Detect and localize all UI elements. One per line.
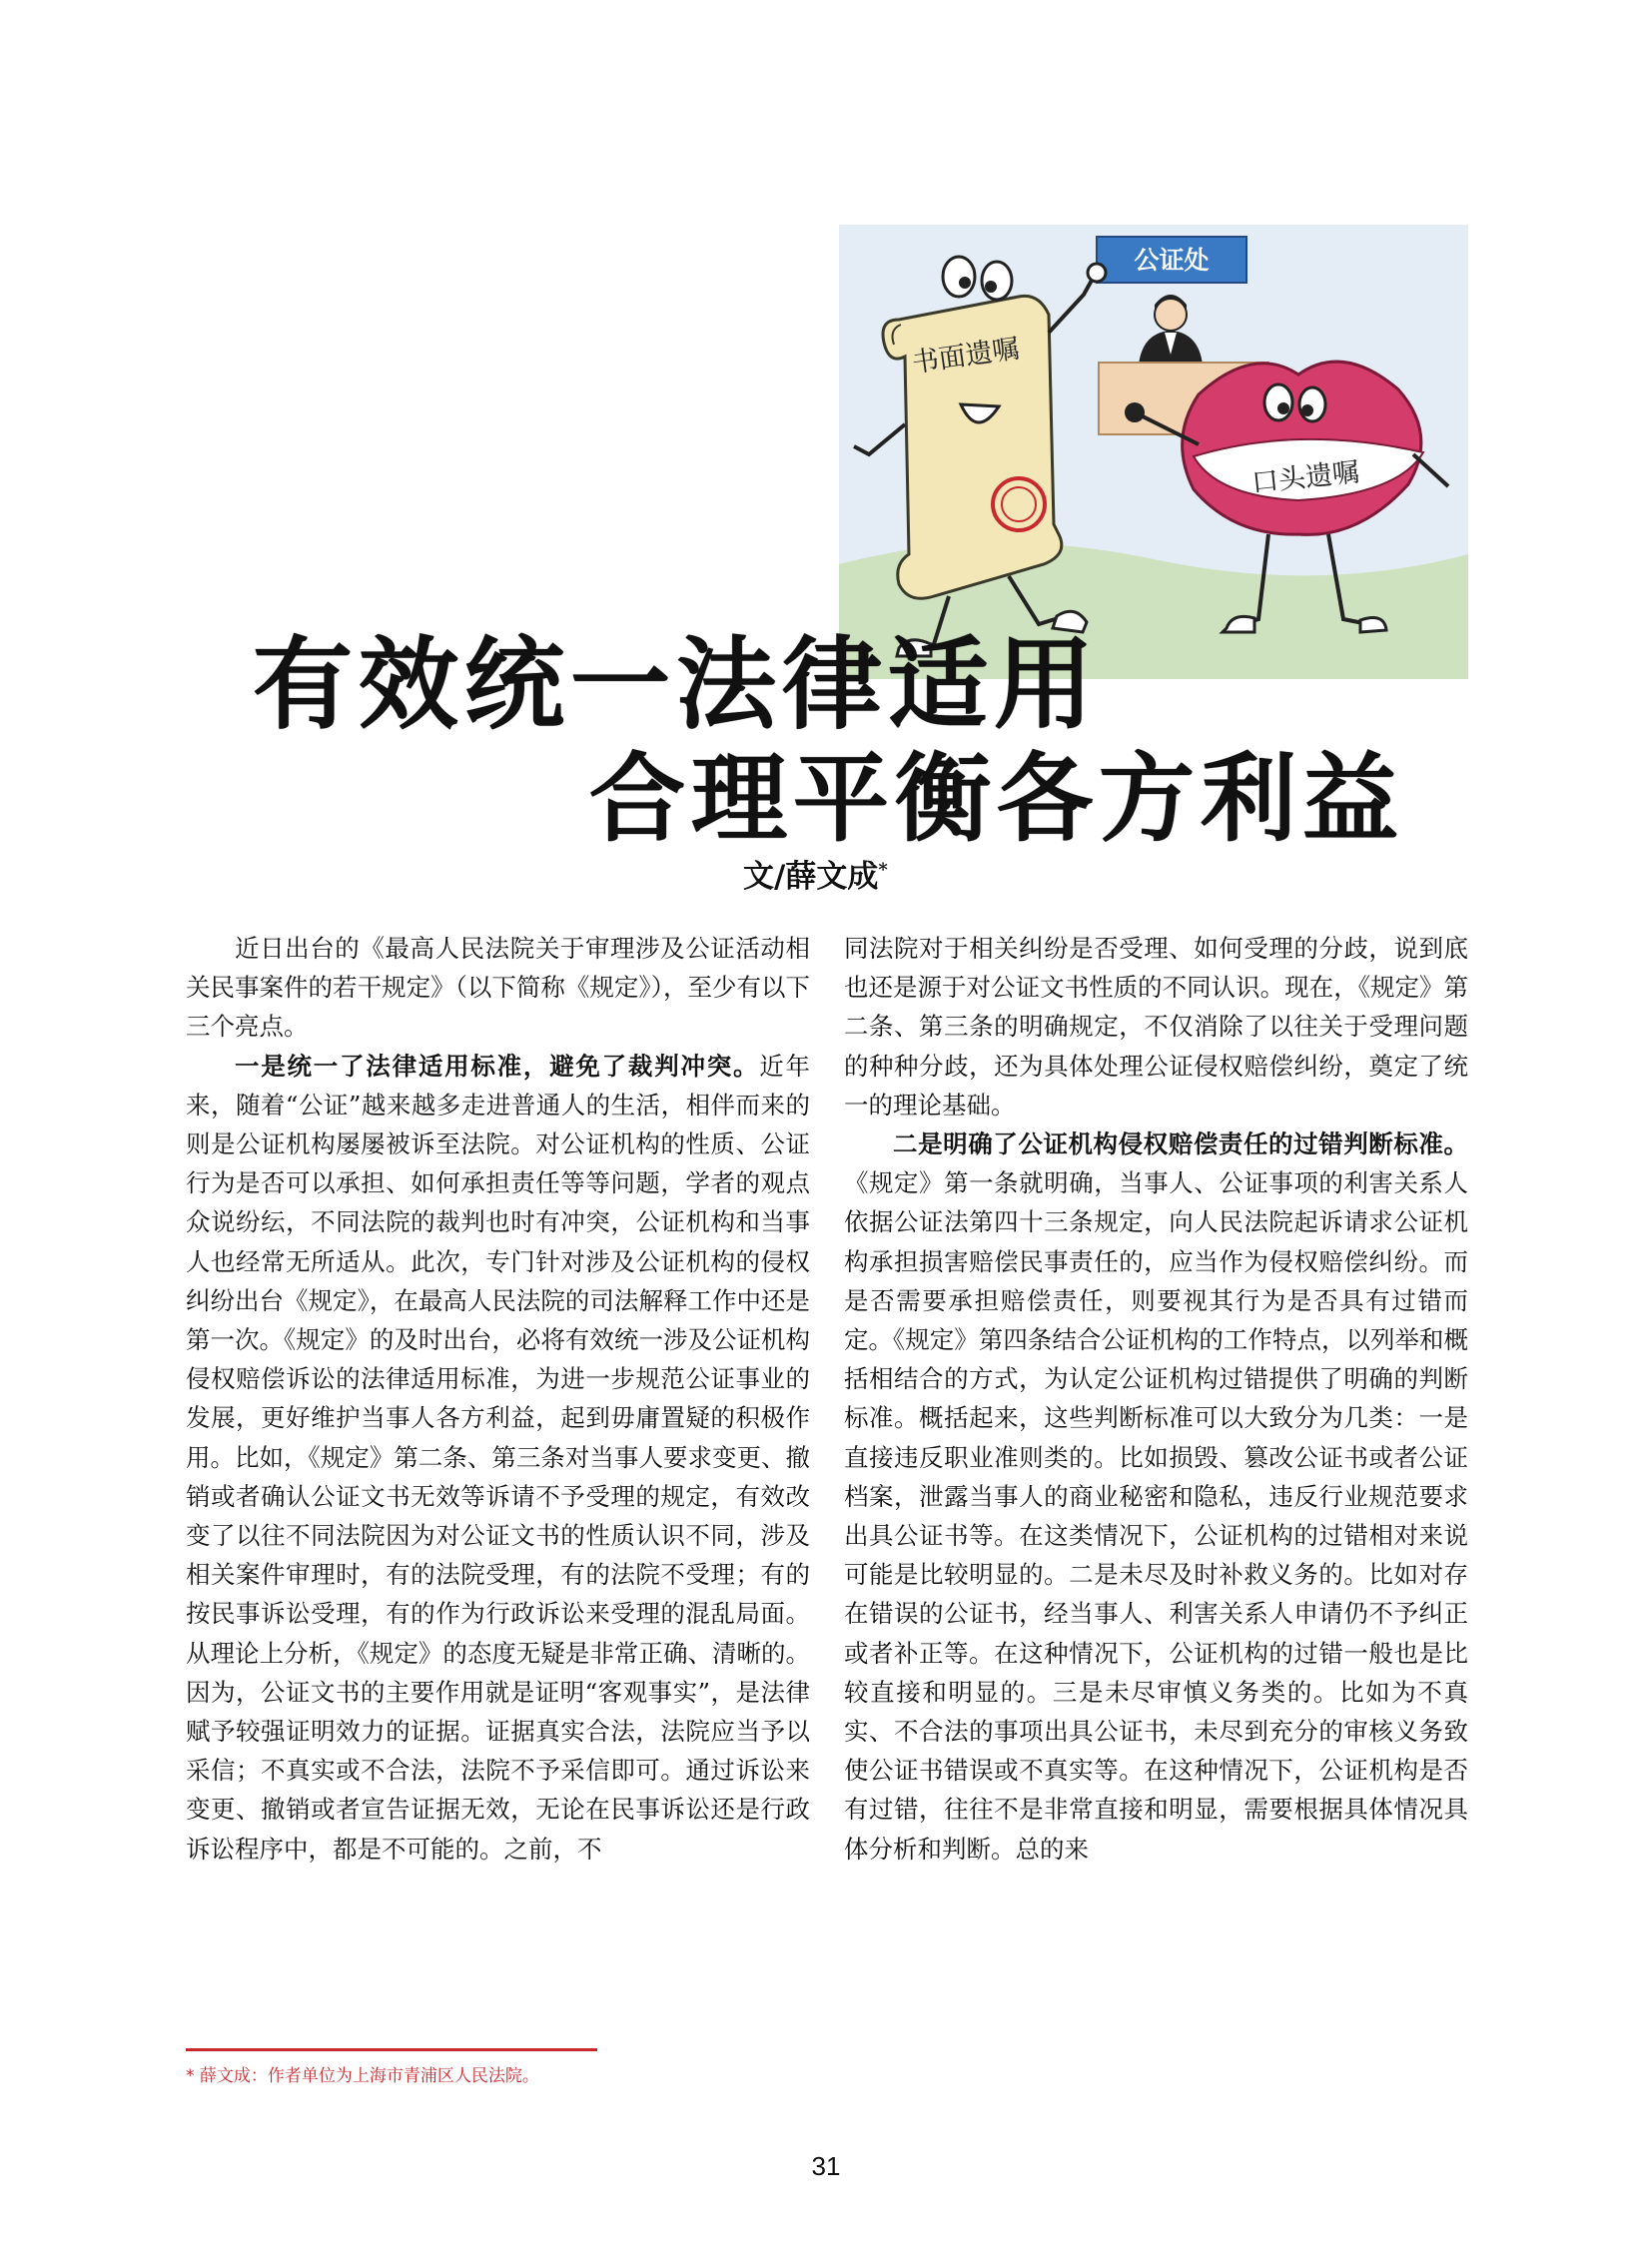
article-title-line-2: 合理平衡各方利益	[589, 742, 1404, 855]
body-column-right	[844, 929, 1468, 1869]
author-footnote: * 薛文成：作者单位为上海市青浦区人民法院。	[186, 2066, 539, 2086]
point-1-lead: 一是统一了法律适用标准，避免了裁判冲突。	[235, 1051, 760, 1081]
written-will-label: 书面遗嘱	[910, 333, 1022, 379]
article-title-line-1: 有效统一法律适用	[253, 625, 1100, 743]
footnote-divider	[186, 2048, 597, 2051]
notary-office-sign-text: 公证处	[1134, 246, 1210, 275]
byline-footnote-marker: *	[878, 859, 888, 881]
intro-paragraph: 近日出台的《最高人民法院关于审理涉及公证活动相关民事案件的若干规定》（以下简称《规定》），至少有以下三个亮点。	[186, 934, 810, 1042]
body-column-left	[186, 929, 810, 1869]
byline-author: 薛文成	[785, 859, 879, 895]
point-1-body: 近年来，随着“公证”越来越多走进普通人的生活，相伴而来的则是公证机构屡屡被诉至法院。对公证机构的性质、公证行为是否可以承担、如何承担责任等等问题，学者的观点众说纷纭，不同法院的裁判也时有冲突，公证机构和当事人也经常无所适从。此次，专门针对涉及公证机构的侵权纠纷出台《规定》，在最高人民法院的司法解释工作中还是第一次。《规定》的及时出台，必将有效统一涉及公证机构侵权赔偿诉讼的法律适用标准，为进一步规范公证事业的发展，更好维护当事人各方利益，起到毋庸置疑的积极作用。比如，《规定》第二条、第三条对当事人要求变更、撤销或者确认公证文书无效等诉请不予受理的规定，有效改变了以往不同法院因为对公证文书的性质认识不同，涉及相关案件审理时，有的法院受理，有的法院不受理；有的按民事诉讼受理，有的作为行政诉讼来受理的混乱局面。从理论上分析，《规定》的态度无疑是非常正确、清晰的。因为，公证文书的主要作用就是证明“客观事实”，是法律赋予较强证明效力的证据。证据真实合法，法院应当予以采信；不真实或不合法，法院不予采信即可。通过诉讼来变更、撤销或者宣告证据无效，无论在民事诉讼还是行政诉讼程序中，都是不可能的。之前，不	[186, 1051, 811, 1864]
continuation-paragraph: 同法院对于相关纠纷是否受理、如何受理的分歧，说到底也还是源于对公证文书性质的不同认识。现在，《规定》第二条、第三条的明确规定，不仅消除了以往关于受理问题的种种分歧，还为具体处理公证侵权赔偿纠纷，奠定了统一的理论基础。	[844, 934, 1468, 1120]
oral-will-label: 口头遗嘱	[1249, 456, 1361, 499]
page-number: 31	[811, 2151, 841, 2181]
byline-prefix: 文/	[743, 859, 786, 895]
point-1-paragraph	[186, 1047, 810, 1869]
point-2-body: 《规定》第一条就明确，当事人、公证事项的利害关系人依据公证法第四十三条规定，向人民法院起诉请求公证机构承担损害赔偿民事责任的，应当作为侵权赔偿纠纷。而是否需要承担赔偿责任，则要视其行为是否具有过错而定。《规定》第四条结合公证机构的工作特点，以列举和概括相结合的方式，为认定公证机构过错提供了明确的判断标准。概括起来，这些判断标准可以大致分为几类：一是直接违反职业准则类的。比如损毁、篡改公证书或者公证档案，泄露当事人的商业秘密和隐私，违反行业规范要求出具公证书等。在这类情况下，公证机构的过错相对来说可能是比较明显的。二是未尽及时补救义务的。比如对存在错误的公证书，经当事人、利害关系人申请仍不予纠正或者补正等。在这种情况下，公证机构的过错一般也是比较直接和明显的。三是未尽审慎义务类的。比如为不真实、不合法的事项出具公证书，未尽到充分的审核义务致使公证书错误或不真实等。在这种情况下，公证机构是否有过错，往往不是非常直接和明显，需要根据具体情况具体分析和判断。总的来	[844, 1168, 1468, 1864]
point-2-lead: 二是明确了公证机构侵权赔偿责任的过错判断标准。	[893, 1129, 1468, 1159]
notary-office-sign	[1097, 237, 1246, 283]
point-2-paragraph	[844, 1125, 1468, 1869]
byline	[743, 851, 888, 896]
